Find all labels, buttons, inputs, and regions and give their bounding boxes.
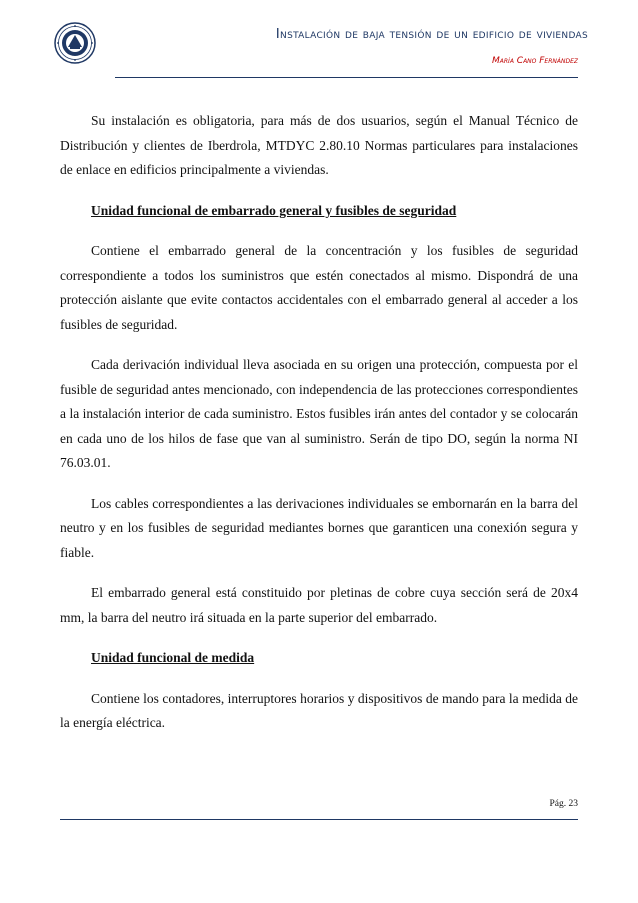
document-author: María Cano Fernández bbox=[492, 56, 578, 66]
page-number: Pág. 23 bbox=[549, 799, 578, 809]
paragraph: Los cables correspondientes a las derivaciones individuales se embornarán en la barra del neutro y en los fusibles de seguridad mediantes bornes que garanticen una conexión segura y fiable. bbox=[60, 495, 578, 560]
university-seal-icon bbox=[54, 22, 96, 64]
paragraph: Contiene el embarrado general de la concentración y los fusibles de seguridad correspondiente a todos los suministros que estén conectados al mismo. Dispondrá de una protección aislante que evite contactos accidentales con el embarrado general al acceder a los fusibles de seguridad. bbox=[60, 243, 578, 332]
paragraph: Su instalación es obligatoria, para más de dos usuarios, según el Manual Técnico de Distribución y clientes de Iberdrola, MTDYC 2.80.10 Normas particulares para instalaciones de enlace en edificios principalmente a viviendas. bbox=[60, 113, 578, 177]
page-header bbox=[0, 0, 638, 80]
paragraph: Contiene los contadores, interruptores horarios y dispositivos de mando para la medida de la energía eléctrica. bbox=[60, 690, 578, 730]
footer-divider bbox=[60, 819, 578, 820]
header-divider bbox=[115, 77, 578, 78]
paragraph: El embarrado general está constituido por pletinas de cobre cuya sección será de 20x4 mm, la barra del neutro irá situada en la parte superior del embarrado. bbox=[60, 585, 578, 625]
section-heading: Unidad funcional de medida bbox=[91, 650, 255, 665]
document-title: Instalación de baja tensión de un edificio de viviendas bbox=[275, 26, 588, 42]
section-heading: Unidad funcional de embarrado general y fusibles de seguridad bbox=[91, 202, 457, 218]
document-body bbox=[60, 109, 578, 736]
paragraph: Cada derivación individual lleva asociada en su origen una protección, compuesta por el fusible de seguridad antes mencionado, con independencia de las protecciones correspondientes a la instalación interior de cada suministro. Estos fusibles irán antes del contador y se colocarán en cada uno de los hilos de fase que van al suministro. Serán de tipo DO, según la norma NI 76.03.01. bbox=[60, 357, 578, 470]
